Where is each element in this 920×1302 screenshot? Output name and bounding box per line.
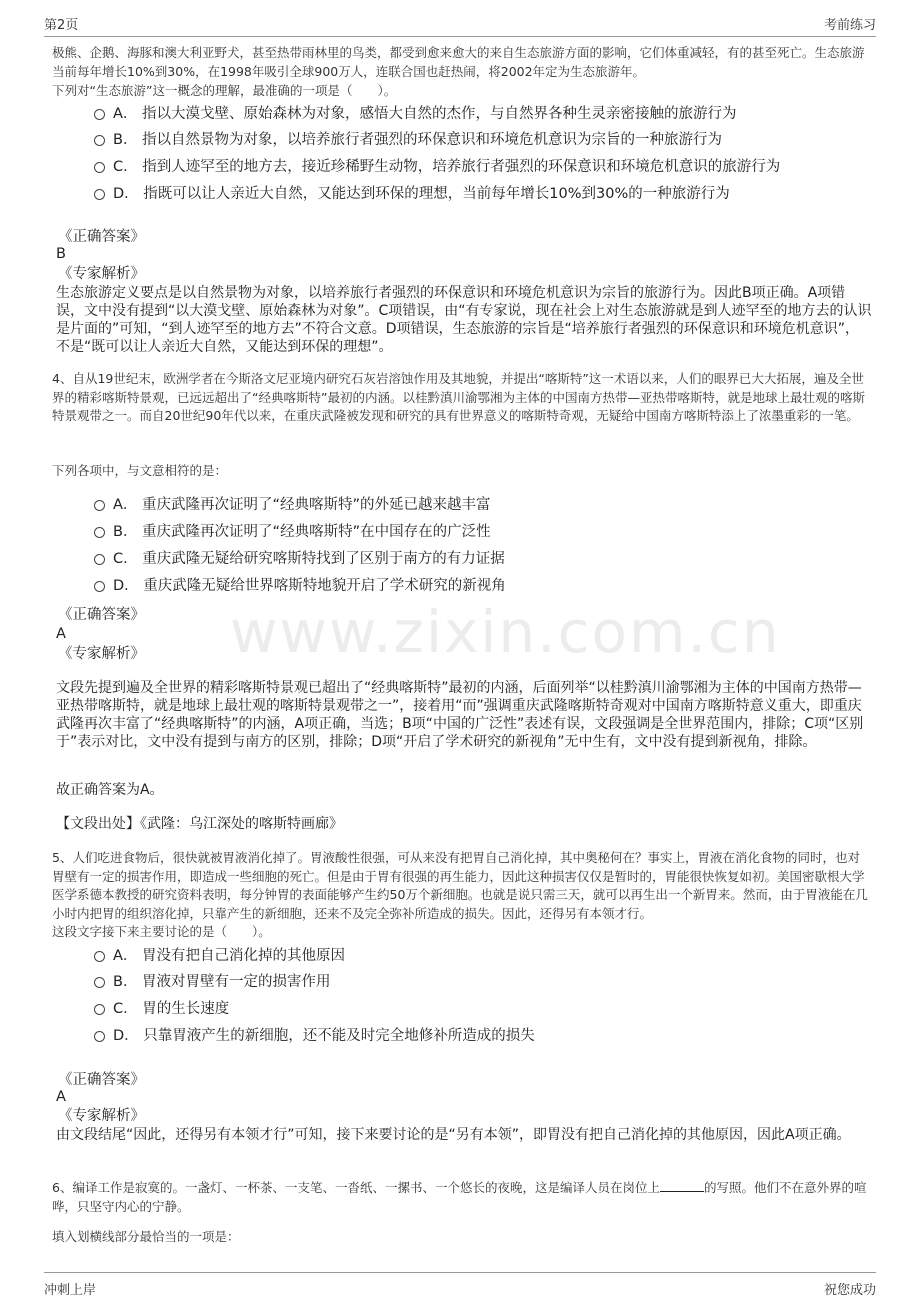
q5-option-d[interactable]: D． 只靠胃液产生的新细胞，还不能及时完全地修补所造成的损失 bbox=[94, 1026, 535, 1046]
q3-question: 下列对“生态旅游”这一概念的理解，最准确的一项是（ ）。 bbox=[52, 83, 397, 98]
radio-icon[interactable] bbox=[94, 500, 105, 511]
q3-analysis: 生态旅游定义要点是以自然景物为对象，以培养旅行者强烈的环保意识和环境危机意识为宗旨的旅游行为。因此B项正确。A项错误，文中没有提到“以大漠戈壁、原始森林为对象”。C项错误，由“有专家说，现在社会上对生态旅游就是到人迹罕至的地方去的认识是片面的”可知，“到人迹罕至的地方去”不符合文意。D项错误，生态旅游的宗旨是“培养旅行者强烈的环保意识和环境危机意识”，不是“既可以让人亲近大自然，又能达到环保的理想”。 bbox=[56, 285, 872, 355]
radio-icon[interactable] bbox=[94, 527, 105, 538]
q4-answer: A bbox=[56, 626, 66, 642]
q5-analysis-label: 《专家解析》 bbox=[58, 1108, 145, 1124]
radio-icon[interactable] bbox=[94, 554, 105, 565]
q3-option-b[interactable]: B． 指以自然景物为对象，以培养旅行者强烈的环保意识和环境危机意识为宗旨的一种旅游行为 bbox=[94, 130, 722, 150]
q4-option-b[interactable]: B． 重庆武隆再次证明了“经典喀斯特”在中国存在的广泛性 bbox=[94, 522, 491, 542]
q4-question: 下列各项中，与文意相符的是： bbox=[52, 463, 228, 478]
q4-analysis-label: 《专家解析》 bbox=[58, 646, 145, 662]
q3-answer-label: 《正确答案》 bbox=[58, 229, 145, 245]
q4-option-d[interactable]: D． 重庆武隆无疑给世界喀斯特地貌开启了学术研究的新视角 bbox=[94, 576, 506, 596]
footer-right-text: 祝您成功 bbox=[823, 1283, 876, 1298]
fill-blank bbox=[660, 1191, 704, 1192]
q5-question: 这段文字接下来主要讨论的是（ ）。 bbox=[52, 924, 271, 939]
radio-icon[interactable] bbox=[94, 977, 105, 988]
radio-icon[interactable] bbox=[94, 162, 105, 173]
q3-analysis-label: 《专家解析》 bbox=[58, 266, 145, 282]
q4-conclusion: 故正确答案为A。 bbox=[56, 782, 164, 798]
page-number: 第2页 bbox=[44, 18, 79, 33]
q6-question: 填入划横线部分最恰当的一项是： bbox=[52, 1229, 240, 1244]
radio-icon[interactable] bbox=[94, 1004, 105, 1015]
q4-passage: 4、自从19世纪末，欧洲学者在今斯洛文尼亚境内研究石灰岩溶蚀作用及其地貌，并提出“喀斯特”这一术语以来，人们的眼界已大大拓展，遍及全世界的精彩喀斯特景观，已远远超出了“经典喀斯特”最初的内涵。以桂黔滇川渝鄂湘为主体的中国南方热带—亚热带喀斯特，就是地球上最壮观的喀斯特景观带之一。而自20世纪90年代以来，在重庆武隆被发现和研究的具有世界意义的喀斯特奇观，无疑给中国南方喀斯特添上了浓墨重彩的一笔。 bbox=[52, 371, 865, 423]
q5-answer: A bbox=[56, 1089, 66, 1105]
radio-icon[interactable] bbox=[94, 189, 105, 200]
q4-option-a[interactable]: A． 重庆武隆再次证明了“经典喀斯特”的外延已越来越丰富 bbox=[94, 495, 491, 515]
q5-option-b[interactable]: B． 胃液对胃壁有一定的损害作用 bbox=[94, 972, 331, 992]
footer-left-text: 冲刺上岸 bbox=[44, 1283, 97, 1298]
page-footer bbox=[44, 1272, 876, 1298]
header-title: 考前练习 bbox=[823, 18, 876, 33]
radio-icon[interactable] bbox=[94, 581, 105, 592]
q3-option-c[interactable]: C． 指到人迹罕至的地方去，接近珍稀野生动物，培养旅行者强烈的环保意识和环境危机意识的旅游行为 bbox=[94, 157, 780, 177]
q5-option-c[interactable]: C． 胃的生长速度 bbox=[94, 999, 229, 1019]
watermark: www.zixin.com.cn bbox=[230, 598, 781, 666]
q5-passage: 5、人们吃进食物后，很快就被胃液消化掉了。胃液酸性很强，可从来没有把胃自己消化掉，其中奥秘何在？事实上，胃液在消化食物的同时，也对胃壁有一定的损害作用，即造成一些细胞的死亡。但是由于胃有很强的再生能力，因此这种损害仅仅是暂时的，胃能很快恢复如初。美国密歇根大学医学系德本教授的研究资料表明，每分钟胃的表面能够产生约50万个新细胞。也就是说只需三天，就可以再生出一个新胃来。然而，由于胃液能在几小时内把胃的组织溶化掉，只靠产生的新细胞，还来不及完全弥补所造成的损失。因此，还得另有本领才行。 bbox=[52, 850, 868, 921]
q4-answer-label: 《正确答案》 bbox=[58, 607, 145, 623]
q4-analysis: 文段先提到遍及全世界的精彩喀斯特景观已超出了“经典喀斯特”最初的内涵，后面列举“以桂黔滇川渝鄂湘为主体的中国南方热带—亚热带喀斯特，就是地球上最壮观的喀斯特景观带之一”，接着用“而”强调重庆武隆喀斯特奇观对中国南方喀斯特意义重大，即重庆武隆再次丰富了“经典喀斯特”的内涵，A项正确，当选；B项“中国的广泛性”表述有误，文段强调是全世界范围内，排除；C项“区别于”表示对比，文中没有提到与南方的区别，排除；D项“开启了学术研究的新视角”无中生有，文中没有提到新视角，排除。 bbox=[56, 680, 864, 750]
q3-answer: B bbox=[56, 246, 66, 262]
q5-answer-label: 《正确答案》 bbox=[58, 1072, 145, 1088]
page-header bbox=[44, 14, 876, 37]
radio-icon[interactable] bbox=[94, 1031, 105, 1042]
radio-icon[interactable] bbox=[94, 109, 105, 120]
q3-passage: 极熊、企鹅、海豚和澳大利亚野犬，甚至热带雨林里的鸟类，都受到愈来愈大的来自生态旅游方面的影响，它们体重减轻，有的甚至死亡。生态旅游当前每年增长10%到30%，在1998年吸引全球900万人，连联合国也赶热闹，将2002年定为生态旅游年。 bbox=[52, 45, 865, 79]
q5-analysis: 由文段结尾“因此，还得另有本领才行”可知，接下来要讨论的是“另有本领”，即胃没有把自己消化掉的其他原因，因此A项正确。 bbox=[56, 1127, 851, 1143]
q4-option-c[interactable]: C． 重庆武隆无疑给研究喀斯特找到了区别于南方的有力证据 bbox=[94, 549, 505, 569]
q3-option-a[interactable]: A． 指以大漠戈壁、原始森林为对象，感悟大自然的杰作，与自然界各种生灵亲密接触的旅游行为 bbox=[94, 104, 737, 124]
q5-option-a[interactable]: A． 胃没有把自己消化掉的其他原因 bbox=[94, 946, 345, 966]
q4-source: 【文段出处】《武隆：乌江深处的喀斯特画廊》 bbox=[56, 816, 343, 832]
q3-option-d[interactable]: D． 指既可以让人亲近大自然，又能达到环保的理想，当前每年增长10%到30%的一种旅游行为 bbox=[94, 184, 730, 204]
radio-icon[interactable] bbox=[94, 951, 105, 962]
q6-passage: 6、编译工作是寂寞的。一盏灯、一杯茶、一支笔、一沓纸、一摞书、一个悠长的夜晚，这是编译人员在岗位上 的写照。他们不在意外界的喧哗，只坚守内心的宁静。 bbox=[52, 1180, 867, 1214]
radio-icon[interactable] bbox=[94, 135, 105, 146]
